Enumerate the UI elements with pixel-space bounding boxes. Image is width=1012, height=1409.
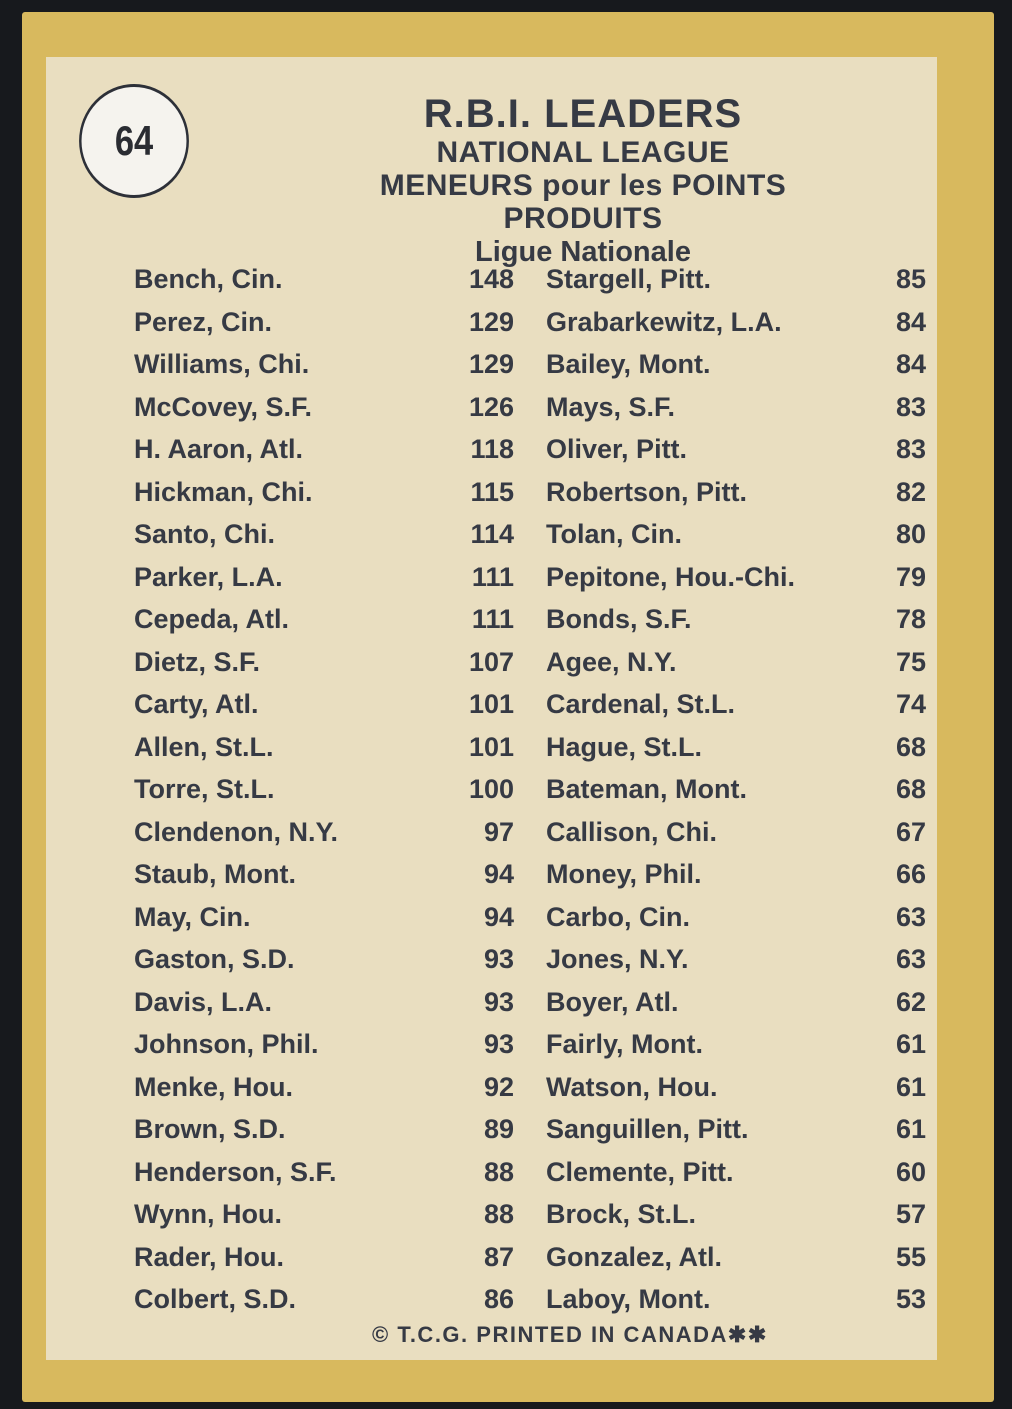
table-row xyxy=(0,1072,1012,1115)
left-rbi-value: 94 xyxy=(483,901,514,932)
table-row xyxy=(0,944,1012,987)
right-rbi-value: 83 xyxy=(895,434,926,464)
right-player-name: Grabarkewitz, L.A. xyxy=(546,306,782,337)
left-player-name: Wynn, Hou. xyxy=(134,1199,282,1229)
right-rbi-value: 74 xyxy=(895,689,926,719)
left-rbi-value: 101 xyxy=(468,731,514,762)
league-title: NATIONAL LEAGUE xyxy=(436,136,730,169)
right-player-name: Carbo, Cin. xyxy=(546,901,691,932)
left-player-name: McCovey, S.F. xyxy=(134,391,313,422)
french-title-line-2: PRODUITS xyxy=(503,202,663,235)
left-rbi-value: 129 xyxy=(468,349,514,379)
right-rbi-value: 63 xyxy=(895,944,926,974)
table-row xyxy=(0,604,1012,647)
right-rbi-value: 62 xyxy=(895,986,926,1017)
table-row xyxy=(0,987,1012,1030)
right-player-name: Oliver, Pitt. xyxy=(546,434,688,464)
left-player-name: Clendenon, N.Y. xyxy=(134,816,339,847)
table-row xyxy=(0,1199,1012,1242)
right-player-name: Boyer, Atl. xyxy=(546,986,679,1017)
right-player-name: Laboy, Mont. xyxy=(546,1284,711,1314)
table-row xyxy=(0,307,1012,350)
left-rbi-value: 97 xyxy=(483,816,514,847)
right-rbi-value: 82 xyxy=(895,476,926,507)
table-row xyxy=(0,1157,1012,1200)
right-rbi-value: 84 xyxy=(895,306,926,337)
table-row xyxy=(0,434,1012,477)
french-title-line-1: MENEURS pour les POINTS xyxy=(379,169,787,202)
right-player-name: Hague, St.L. xyxy=(546,731,703,762)
right-rbi-value: 53 xyxy=(895,1284,926,1314)
right-rbi-value: 63 xyxy=(895,901,926,932)
french-league-title: Ligue Nationale xyxy=(475,236,691,268)
right-player-name: Clemente, Pitt. xyxy=(546,1156,734,1187)
table-row xyxy=(0,264,1012,307)
left-player-name: Gaston, S.D. xyxy=(134,944,295,974)
left-rbi-value: 93 xyxy=(483,1029,514,1059)
right-rbi-value: 55 xyxy=(895,1241,926,1272)
left-rbi-value: 92 xyxy=(483,1071,514,1102)
right-rbi-value: 83 xyxy=(895,391,926,422)
right-rbi-value: 66 xyxy=(895,859,926,889)
table-row xyxy=(0,1242,1012,1285)
left-player-name: Santo, Chi. xyxy=(134,519,275,549)
right-rbi-value: 85 xyxy=(895,264,926,294)
left-player-name: Henderson, S.F. xyxy=(134,1156,337,1187)
right-player-name: Money, Phil. xyxy=(546,859,702,889)
left-rbi-value: 114 xyxy=(470,519,514,549)
left-player-name: Parker, L.A. xyxy=(134,561,283,592)
left-rbi-value: 100 xyxy=(468,774,514,804)
left-rbi-value: 129 xyxy=(468,306,514,337)
left-player-name: Cepeda, Atl. xyxy=(134,604,290,634)
left-player-name: Allen, St.L. xyxy=(134,731,274,762)
right-rbi-value: 75 xyxy=(895,646,926,677)
left-rbi-value: 87 xyxy=(483,1241,514,1272)
right-rbi-value: 68 xyxy=(895,774,926,804)
left-player-name: Dietz, S.F. xyxy=(134,646,261,677)
table-row xyxy=(0,392,1012,435)
right-rbi-value: 60 xyxy=(895,1156,926,1187)
table-row xyxy=(0,1029,1012,1072)
left-rbi-value: 115 xyxy=(470,476,514,507)
left-rbi-value: 111 xyxy=(471,604,514,634)
table-row xyxy=(0,519,1012,562)
left-player-name: Staub, Mont. xyxy=(134,859,296,889)
left-rbi-value: 111 xyxy=(471,561,514,592)
left-player-name: Colbert, S.D. xyxy=(134,1284,297,1314)
left-rbi-value: 94 xyxy=(483,859,514,889)
left-player-name: H. Aaron, Atl. xyxy=(134,434,304,464)
right-player-name: Jones, N.Y. xyxy=(546,944,689,974)
right-rbi-value: 78 xyxy=(895,604,926,634)
right-player-name: Tolan, Cin. xyxy=(546,519,682,549)
left-player-name: Carty, Atl. xyxy=(134,689,259,719)
right-rbi-value: 57 xyxy=(895,1199,926,1229)
table-row xyxy=(0,732,1012,775)
right-player-name: Brock, St.L. xyxy=(546,1199,697,1229)
table-row xyxy=(0,902,1012,945)
card-number-badge xyxy=(79,84,189,198)
right-rbi-value: 80 xyxy=(895,519,926,549)
left-player-name: Rader, Hou. xyxy=(134,1241,285,1272)
table-row xyxy=(0,817,1012,860)
table-row xyxy=(0,859,1012,902)
right-player-name: Mays, S.F. xyxy=(546,391,676,422)
left-rbi-value: 107 xyxy=(468,646,514,677)
right-player-name: Watson, Hou. xyxy=(546,1071,718,1102)
table-row xyxy=(0,774,1012,817)
card-footer: © T.C.G. PRINTED IN CANADA✱✱ xyxy=(372,1322,768,1347)
left-rbi-value: 118 xyxy=(470,434,514,464)
left-player-name: Johnson, Phil. xyxy=(134,1029,319,1059)
table-row xyxy=(0,1114,1012,1157)
right-player-name: Bateman, Mont. xyxy=(546,774,748,804)
right-player-name: Robertson, Pitt. xyxy=(546,476,747,507)
table-row xyxy=(0,349,1012,392)
right-player-name: Bonds, S.F. xyxy=(546,604,692,634)
left-rbi-value: 148 xyxy=(468,264,514,294)
table-row xyxy=(0,647,1012,690)
left-player-name: May, Cin. xyxy=(134,901,251,932)
right-player-name: Stargell, Pitt. xyxy=(546,264,712,294)
right-player-name: Fairly, Mont. xyxy=(546,1029,704,1059)
right-player-name: Agee, N.Y. xyxy=(546,646,677,677)
left-rbi-value: 86 xyxy=(483,1284,514,1314)
left-player-name: Menke, Hou. xyxy=(134,1071,294,1102)
table-row xyxy=(0,477,1012,520)
left-player-name: Brown, S.D. xyxy=(134,1114,286,1144)
table-row xyxy=(0,689,1012,732)
left-player-name: Torre, St.L. xyxy=(134,774,275,804)
right-rbi-value: 84 xyxy=(895,349,926,379)
left-rbi-value: 93 xyxy=(483,986,514,1017)
right-player-name: Bailey, Mont. xyxy=(546,349,711,379)
right-rbi-value: 68 xyxy=(895,731,926,762)
leaders-table xyxy=(0,264,1012,1327)
table-row xyxy=(0,562,1012,605)
left-player-name: Williams, Chi. xyxy=(134,349,310,379)
left-rbi-value: 101 xyxy=(468,689,514,719)
left-rbi-value: 126 xyxy=(468,391,514,422)
right-rbi-value: 61 xyxy=(895,1071,926,1102)
card-title: R.B.I. LEADERS xyxy=(423,92,743,136)
right-rbi-value: 61 xyxy=(895,1029,926,1059)
left-rbi-value: 93 xyxy=(483,944,514,974)
right-player-name: Sanguillen, Pitt. xyxy=(546,1114,749,1144)
left-rbi-value: 88 xyxy=(483,1199,514,1229)
right-rbi-value: 67 xyxy=(895,816,926,847)
left-rbi-value: 88 xyxy=(483,1156,514,1187)
right-player-name: Pepitone, Hou.-Chi. xyxy=(546,561,795,592)
right-player-name: Gonzalez, Atl. xyxy=(546,1241,723,1272)
left-player-name: Bench, Cin. xyxy=(134,264,283,294)
left-player-name: Davis, L.A. xyxy=(134,986,273,1017)
left-rbi-value: 89 xyxy=(483,1114,514,1144)
right-rbi-value: 61 xyxy=(895,1114,926,1144)
right-player-name: Callison, Chi. xyxy=(546,816,718,847)
right-player-name: Cardenal, St.L. xyxy=(546,689,736,719)
left-player-name: Perez, Cin. xyxy=(134,306,273,337)
left-player-name: Hickman, Chi. xyxy=(134,476,313,507)
table-row xyxy=(0,1284,1012,1327)
card-number: 64 xyxy=(114,117,154,164)
right-rbi-value: 79 xyxy=(895,561,926,592)
